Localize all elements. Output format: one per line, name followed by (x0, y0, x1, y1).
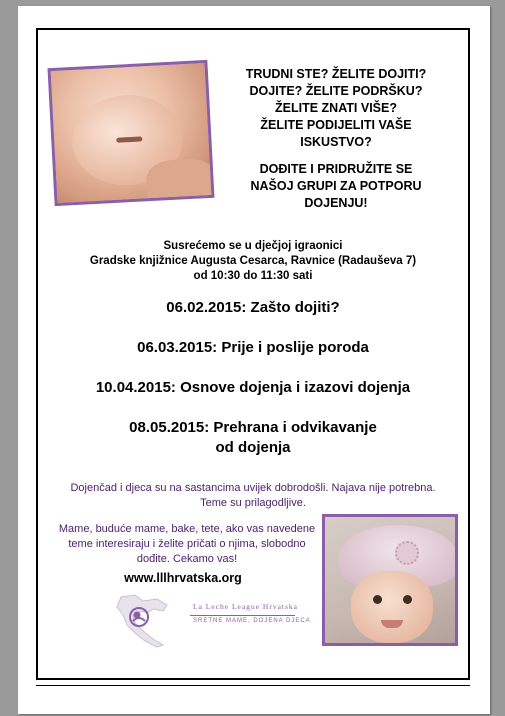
croatia-map-logo-icon (113, 591, 173, 651)
meeting-line: Susrećemo se u dječjoj igraonici (163, 240, 343, 252)
heading-line: ŽELITE ZNATI VIŠE? (275, 101, 397, 115)
invite-heading-line: DOJENJU! (304, 196, 368, 210)
logo-divider (190, 615, 295, 616)
session-item: 06.03.2015: Prije i poslije poroda (137, 339, 369, 356)
heading-line: DOJITE? ŽELITE PODRŠKU? (249, 84, 423, 98)
page-footer-line (36, 685, 470, 686)
meeting-info (58, 239, 448, 284)
invite-note: Mame, buduće mame, bake, tete, ako vas navedene teme interesiraju i želite pričati o njima, slobodno dođite. Cekamo vas! (58, 523, 316, 565)
breastfeeding-baby-photo (47, 60, 214, 206)
logo-organization-name: La Leche League Hrvatska (193, 602, 298, 611)
poster-heading (216, 66, 456, 212)
website-link[interactable]: www.lllhrvatska.org (124, 571, 242, 585)
heading-line: ISKUSTVO? (300, 135, 372, 149)
invite-heading-line: NAŠOJ GRUPI ZA POTPORU (250, 179, 422, 193)
toddler-in-hat-photo (322, 514, 458, 646)
session-item: 08.05.2015: Prehrana i odvikavanje od dojenja (129, 419, 377, 456)
session-schedule (58, 298, 448, 458)
welcome-note: Dojenčad i djeca su na sastancima uvijek dobrodošli. Najava nije potrebna. Teme su prilagodljive. (70, 482, 436, 509)
heading-line: TRUDNI STE? ŽELITE DOJITI? (245, 67, 427, 81)
session-item: 06.02.2015: Zašto dojiti? (166, 299, 340, 316)
document-page (18, 6, 490, 714)
heading-line: ŽELITE PODIJELITI VAŠE (260, 118, 412, 132)
meeting-line: Gradske knjižnice Augusta Cesarca, Ravnice (Radauševa 7) (89, 255, 417, 267)
logo-tagline: SRETNE MAME, DOJENA DJECA (193, 618, 311, 624)
invite-heading-line: DOĐITE I PRIDRUŽITE SE (259, 162, 413, 176)
meeting-line: od 10:30 do 11:30 sati (193, 270, 313, 282)
session-item: 10.04.2015: Osnove dojenja i izazovi dojenja (95, 379, 411, 396)
